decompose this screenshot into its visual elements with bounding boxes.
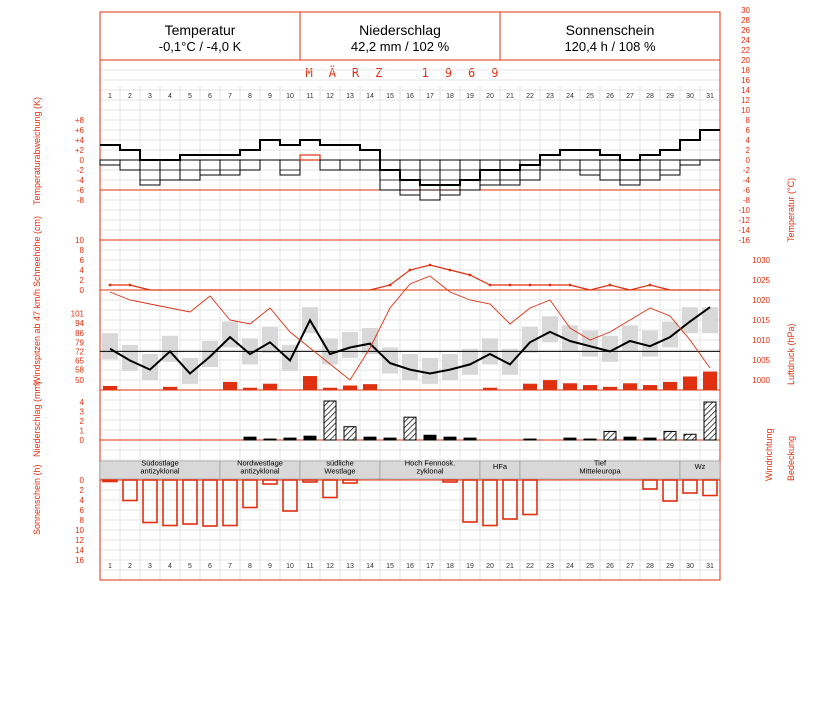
tick-temp-right: -12 [738,216,750,225]
precipitation-bar [664,431,676,440]
snow-depth-point [569,284,572,287]
tick-temp-dev: 0 [79,156,84,165]
day-label-bottom: 12 [326,563,334,570]
tick-sun: 6 [79,506,84,515]
day-label-bottom: 22 [526,563,534,570]
wind-gust-bar [243,388,257,390]
wind-range-band [682,307,698,333]
sunshine-bar [443,480,457,482]
wind-gust-bar [323,388,337,390]
day-label-top: 12 [326,93,334,100]
day-label-top: 5 [188,93,192,100]
day-label-top: 14 [366,93,374,100]
day-label-bottom: 14 [366,563,374,570]
precipitation-bar [244,437,256,440]
wind-gust-bar [523,384,537,390]
tick-precip: 0 [79,436,84,445]
temp-dev-bar [120,160,140,170]
temp-dev-bar [320,160,340,170]
tick-sun: 0 [79,476,84,485]
day-label-bottom: 7 [228,563,232,570]
tick-temp-right: 30 [741,6,750,15]
temp-dev-bar [620,160,640,185]
day-label-top: 8 [248,93,252,100]
snow-depth-point [649,284,652,287]
weather-type-label: Westlage [324,466,356,476]
precipitation-value: 42,2 mm / 102 % [350,39,450,54]
tick-snow: 2 [79,276,84,285]
sunshine-bar [703,480,717,496]
tick-temp-dev: -2 [76,166,84,175]
sunshine-value: 120,4 h / 108 % [564,39,656,54]
precipitation-title: Niederschlag [359,22,441,38]
wind-range-band [342,332,358,358]
wind-gust-bar [603,387,617,390]
tick-temp-right: 0 [745,156,750,165]
day-label-bottom: 27 [626,563,634,570]
weather-type-label: antizyklonal [240,466,280,476]
tick-temp-right: -14 [738,226,750,235]
wind-gust-bar [703,372,717,390]
wind-gust-bar [683,377,697,391]
sunshine-bar [343,480,357,483]
tick-temp-right: 2 [745,146,750,155]
tick-pressure: 1020 [752,296,770,305]
day-label-bottom: 6 [208,563,212,570]
tick-temp-right: -16 [738,236,750,245]
weather-type-label: HFa [492,462,508,471]
precipitation-bar [264,439,276,440]
tick-temp-right: 14 [741,86,750,95]
tick-temp-right: 18 [741,66,750,75]
tick-temp-right: 4 [745,136,750,145]
tick-temp-right: 24 [741,36,750,45]
axis-label-temp-right: Temperatur (°C) [786,177,796,242]
weather-type-label: Tief [593,458,607,468]
precipitation-bar [684,434,696,440]
tick-pressure: 1010 [752,336,770,345]
wind-gust-bar [263,384,277,390]
precipitation-bar [364,437,376,440]
day-label-top: 13 [346,93,354,100]
tick-sun: 14 [75,546,84,555]
wind-gust-bar [563,383,577,390]
day-label-top: 19 [466,93,474,100]
tick-wind: 101 [70,309,84,319]
precipitation-bar [344,427,356,440]
temp-dev-bar [540,160,560,170]
tick-pressure: 1015 [752,316,770,325]
temp-dev-bar [480,160,500,185]
day-label-bottom: 3 [148,563,152,570]
daily-mean-temperature-line [100,130,720,185]
tick-sun: 4 [79,496,84,505]
snow-depth-point [409,269,412,272]
tick-temp-right: -10 [738,206,750,215]
tick-temp-right: -4 [742,176,750,185]
snow-depth-point [449,269,452,272]
axis-label-wind: Windspitzen ab 47 km/h [32,288,42,385]
axis-label-snow: Schneehöhe (cm) [32,215,42,287]
wind-range-band [262,327,278,353]
day-label-bottom: 10 [286,563,294,570]
day-label-bottom: 16 [406,563,414,570]
wind-gust-bar [343,386,357,391]
tick-temp-right: -8 [742,196,750,205]
temp-dev-bar [300,155,320,160]
temp-dev-bar [240,160,260,170]
temp-dev-bar [360,160,380,170]
day-label-bottom: 9 [268,563,272,570]
wind-range-band [582,331,598,357]
day-label-bottom: 31 [706,563,714,570]
sunshine-bar [263,480,277,484]
sunshine-bar [463,480,477,522]
day-label-bottom: 2 [128,563,132,570]
snow-depth-point [109,284,112,287]
wind-range-band [442,354,458,380]
day-label-bottom: 18 [446,563,454,570]
day-label-top: 20 [486,93,494,100]
wind-range-band [622,325,638,351]
day-label-top: 30 [686,93,694,100]
temp-dev-bar [200,160,220,175]
tick-precip: 4 [79,398,84,407]
tick-temp-dev: -6 [76,186,84,195]
precipitation-bar [624,437,636,440]
snow-depth-point [129,284,132,287]
day-label-bottom: 17 [426,563,434,570]
temperature-title: Temperatur [164,22,236,38]
day-label-bottom: 24 [566,563,574,570]
tick-sun: 10 [75,526,84,535]
sunshine-bar [683,480,697,493]
tick-temp-right: 22 [741,46,750,55]
sunshine-bar [323,480,337,498]
day-label-top: 7 [228,93,232,100]
wind-range-band [662,322,678,348]
tick-wind: 58 [75,365,84,375]
precipitation-bar [424,435,436,440]
day-label-top: 16 [406,93,414,100]
tick-precip: 1 [79,426,84,436]
temp-dev-bar [660,160,680,175]
snow-depth-point [549,284,552,287]
temp-dev-bar [380,160,400,190]
tick-sun: 12 [75,536,84,545]
day-label-top: 15 [386,93,394,100]
day-label-top: 23 [546,93,554,100]
day-label-top: 2 [128,93,132,100]
temp-dev-bar [280,160,300,175]
sunshine-bar [103,480,117,482]
weather-type-label: Wz [694,462,706,471]
day-label-top: 17 [426,93,434,100]
weather-type-label: Mitteleuropa [579,466,621,476]
axis-label-precip: Niederschlag (mm) [32,380,42,457]
precipitation-bar [644,438,656,440]
weather-type-label: antizyklonal [140,466,180,476]
snow-depth-point [609,284,612,287]
wind-gust-bar [163,387,177,390]
temp-dev-bar [140,160,160,185]
tick-pressure: 1000 [752,376,770,385]
day-label-bottom: 26 [606,563,614,570]
precipitation-bar [324,401,336,440]
tick-wind: 50 [75,376,84,385]
day-label-bottom: 28 [646,563,654,570]
wind-gust-bar [223,382,237,390]
precipitation-bar [604,431,616,440]
tick-pressure: 1030 [752,256,770,265]
sunshine-bar [643,480,657,489]
precipitation-bar [304,436,316,440]
day-label-bottom: 1 [108,563,112,570]
temp-dev-bar [220,160,240,175]
sunshine-bar [143,480,157,523]
tick-temp-right: 26 [741,26,750,35]
day-label-top: 10 [286,93,294,100]
wind-range-band [422,358,438,384]
day-label-bottom: 5 [188,563,192,570]
tick-temp-right: -2 [742,166,750,175]
axis-label-cloud: Bedeckung [786,435,796,481]
day-label-bottom: 21 [506,563,514,570]
tick-temp-dev: +6 [74,126,84,135]
tick-sun: 16 [75,556,84,565]
tick-sun: 8 [79,516,84,525]
tick-wind: 94 [75,318,84,328]
temp-dev-bar [680,160,700,165]
tick-temp-right: 12 [741,96,750,105]
snow-depth-point [509,284,512,287]
day-label-top: 6 [208,93,212,100]
precipitation-bar [384,438,396,440]
day-label-top: 26 [606,93,614,100]
month-label: MÄRZ 1969 [305,66,515,80]
sunshine-bar [223,480,237,526]
temp-dev-bar [500,160,520,185]
weather-type-label: südliche [326,458,354,468]
axis-label-temp-dev: Temperaturabweichung (K) [32,96,42,205]
temp-dev-bar [100,160,120,165]
wind-range-band [542,316,558,342]
wind-range-band [182,358,198,384]
axis-label-sun: Sonnenschein (h) [32,464,42,535]
tick-wind: 65 [75,356,84,366]
day-label-bottom: 4 [168,563,172,570]
precipitation-bar [564,438,576,440]
day-label-bottom: 13 [346,563,354,570]
tick-precip: 3 [79,407,84,417]
temp-dev-bar [460,160,480,190]
tick-temp-right: 16 [741,76,750,85]
axis-label-wind-dir: Windrichtung [764,428,774,481]
wind-gust-bar [303,376,317,390]
tick-temp-dev: +2 [74,146,84,155]
sunshine-bar [183,480,197,524]
wind-gust-bar [663,382,677,390]
sunshine-bar [203,480,217,526]
precipitation-bar [404,417,416,440]
wind-gust-bar [363,384,377,390]
tick-temp-right: -6 [742,186,750,195]
sunshine-bar [283,480,297,511]
wind-gust-bar [483,388,497,390]
sunshine-bar [243,480,257,508]
tick-temp-dev: +8 [74,116,84,125]
day-label-top: 4 [168,93,172,100]
tick-temp-right: 10 [741,106,750,115]
day-label-bottom: 20 [486,563,494,570]
day-label-top: 11 [306,93,314,100]
tick-snow: 10 [75,236,84,245]
day-label-top: 1 [108,93,112,100]
day-label-top: 31 [706,93,714,100]
day-label-top: 28 [646,93,654,100]
day-label-bottom: 8 [248,563,252,570]
day-label-bottom: 15 [386,563,394,570]
temp-dev-bar [560,160,580,170]
snow-depth-point [429,264,432,267]
tick-precip: 2 [79,417,84,426]
tick-wind: 79 [75,338,84,348]
day-label-bottom: 25 [586,563,594,570]
precipitation-bar [284,438,296,440]
precipitation-bar [524,439,536,440]
tick-temp-right: 8 [745,116,750,125]
day-label-top: 9 [268,93,272,100]
precipitation-bar [464,438,476,440]
snow-depth-point [489,284,492,287]
wind-gust-bar [623,383,637,390]
day-label-bottom: 23 [546,563,554,570]
tick-temp-right: 6 [745,126,750,135]
wind-gust-bar [543,380,557,390]
wind-gust-bar [643,385,657,390]
day-label-top: 27 [626,93,634,100]
sunshine-title: Sonnenschein [565,22,655,38]
precipitation-bar [704,402,716,440]
tick-temp-right: 28 [741,16,750,25]
tick-pressure: 1025 [752,276,770,285]
precipitation-bar [444,437,456,440]
precipitation-bar [584,439,596,440]
sunshine-bar [483,480,497,526]
axis-label-pressure: Luftdruck (hPa) [786,323,796,385]
tick-pressure: 1005 [752,356,770,365]
day-label-bottom: 11 [306,563,314,570]
temp-dev-bar [340,160,360,170]
temp-dev-bar [580,160,600,175]
day-label-top: 29 [666,93,674,100]
day-label-top: 25 [586,93,594,100]
day-label-top: 3 [148,93,152,100]
sunshine-bar [163,480,177,526]
day-label-top: 24 [566,93,574,100]
temperature-value: -0,1°C / -4,0 K [158,39,242,54]
wind-gust-bar [583,385,597,390]
tick-wind: 86 [75,329,84,339]
tick-temp-dev: +4 [74,136,84,145]
tick-snow: 4 [79,266,84,275]
day-label-top: 21 [506,93,514,100]
weather-type-label: Hoch Fennosk. [404,458,456,468]
tick-wind: 72 [75,347,84,357]
tick-snow: 8 [79,246,84,255]
day-label-top: 22 [526,93,534,100]
tick-temp-dev: -4 [76,176,84,185]
weather-type-label: Südostlage [141,458,179,468]
weather-type-label: zyklonal [416,466,444,476]
wind-range-band [102,333,118,359]
wind-gust-bar [103,386,117,390]
sunshine-bar [523,480,537,515]
day-label-bottom: 30 [686,563,694,570]
weather-type-label: Nordwestlage [237,458,283,468]
snow-depth-point [389,284,392,287]
day-label-bottom: 19 [466,563,474,570]
snow-depth-point [529,284,532,287]
sunshine-bar [303,480,317,482]
tick-temp-dev: -8 [76,196,84,205]
tick-snow: 0 [79,286,84,295]
wind-range-band [202,341,218,367]
day-label-top: 18 [446,93,454,100]
tick-sun: 2 [79,486,84,495]
day-label-bottom: 29 [666,563,674,570]
tick-snow: 6 [79,256,84,265]
snow-depth-point [469,274,472,277]
tick-temp-right: 20 [741,56,750,65]
